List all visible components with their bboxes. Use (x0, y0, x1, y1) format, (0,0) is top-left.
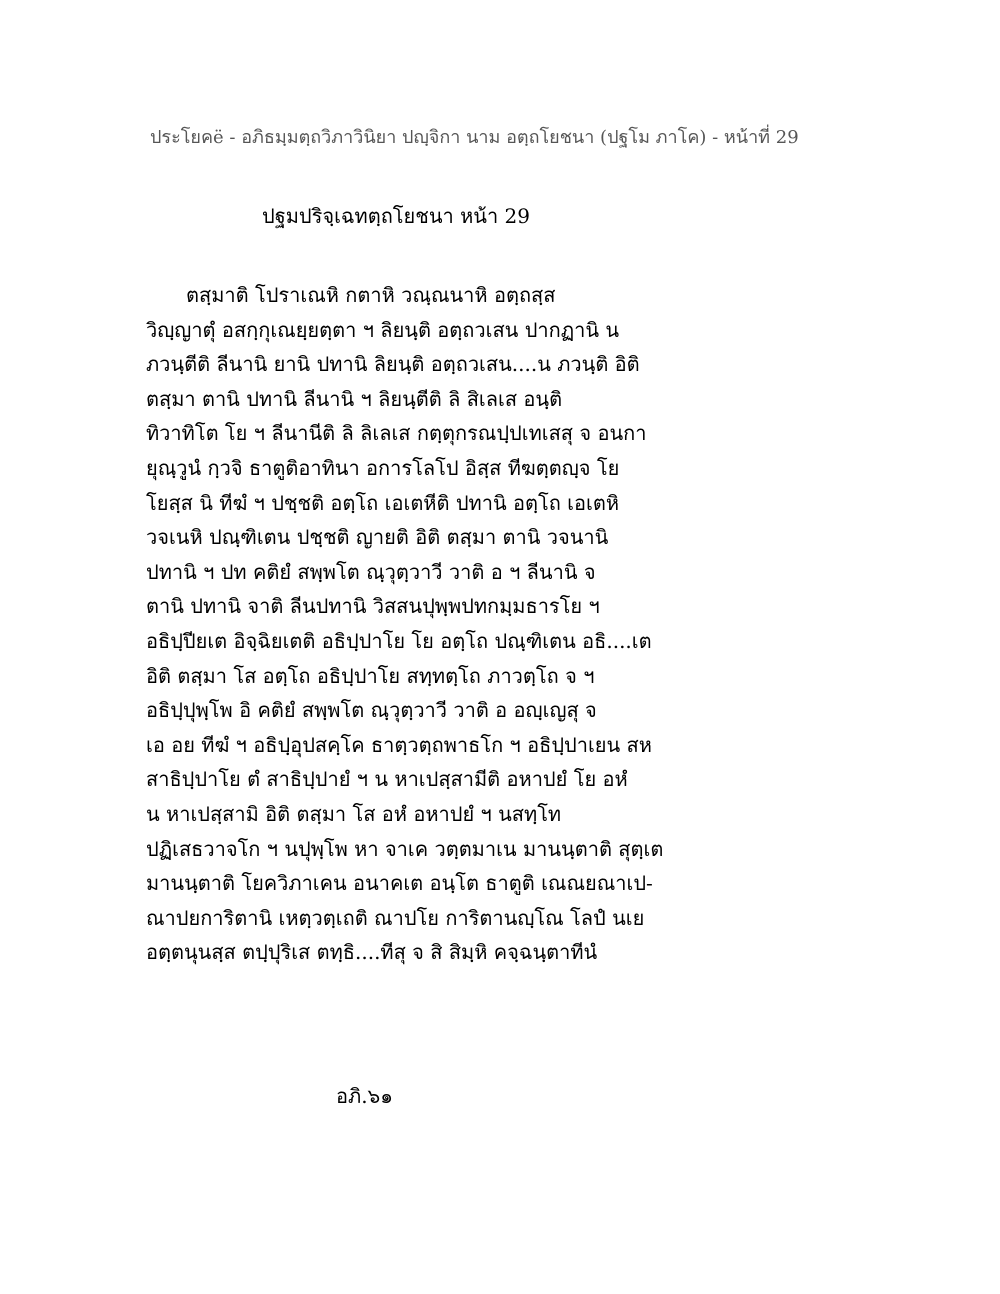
text-line: ปทานิ ฯ ปท คติยํ สพฺพโต ณฺวุตฺวาวี วาติ อ ฯ ลีนานิ จ (146, 559, 596, 584)
text-line: อธิปฺปียเต อิจฺฉิยเตติ อธิปฺปาโย โย อตฺโถ ปณฺฑิเตน อธิ....เต (146, 628, 652, 653)
text-line: อตฺตนุนสฺส ตปฺปุริเส ตทฺธิ....ทีสุ จ สิ สิมฺหิ คจฺฉนฺตาทีนํ (146, 940, 598, 965)
text-line: โยสฺส นิ ทีฆํ ฯ ปชฺชติ อตฺโถ เอเตหีติ ปทานิ อตฺโถ เอเตหิ (146, 490, 620, 515)
text-line: มานนฺตาติ โยควิภาเคน อนาคเต อนฺโต ธาตูติ เณณยณาเป- (146, 871, 653, 896)
text-line: สาธิปฺปาโย ตํ สาธิปฺปายํ ฯ น หาเปสฺสามีติ อหาปยํ โย อหํ (146, 767, 628, 792)
body-text (146, 278, 666, 970)
text-line: ตสฺมาติ โปราเณหิ กตาหิ วณฺณนาหิ อตฺถสฺส (186, 283, 556, 307)
text-line: วจเนหิ ปณฺฑิเตน ปชฺชติ ญายติ อิติ ตสฺมา ตานิ วจนานิ (146, 525, 609, 550)
text-line: เอ อย ทีฆํ ฯ อธิปฺอุปสคฺโค ธาตฺวตฺถพาธโก ฯ อธิปฺปาเยน สห (146, 732, 652, 757)
text-line: ณาปยการิตานิ เหตฺวตฺเถติ ณาปโย การิตานญฺโณ โลปํ นเย (146, 905, 645, 930)
text-line: ภวนฺตีติ ลีนานิ ยานิ ปทานิ ลิยนฺติ อตฺถวเสน....น ภวนฺติ อิติ (146, 352, 640, 377)
text-line: ทิวาทิโต โย ฯ ลีนานีติ ลิ ลิเลเส กตฺตุกรณปฺปเทเสสุ จ อนกา (146, 421, 647, 446)
text-line: ปฏิเสธวาจโก ฯ นปุพฺโพ หา จาเค วตฺตมาเน มานนฺตาติ สุตฺเต (146, 836, 664, 861)
text-line: ยุณฺวูนํ กฺวจิ ธาตูติอาทินา อการโลโป อิสฺส ทีฆตฺตญฺจ โย (146, 455, 620, 480)
text-line: ตานิ ปทานิ จาติ ลีนปทานิ วิสสนปุพฺพปทกมฺมธารโย ฯ (146, 594, 600, 619)
footnote-reference: อภิ.๖๑ (336, 1084, 393, 1108)
running-header: ประโยคë - อภิธมฺมตฺถวิภาวินิยา ปญฺจิกา นาม อตฺถโยชนา (ปฐโม ภาโค) - หน้าที่ 29 (150, 127, 799, 148)
text-line: อธิปฺปุพฺโพ อิ คติยํ สพฺพโต ณฺวุตฺวาวี วาติ อ อญฺเญสุ จ (146, 698, 597, 723)
text-line: ตสฺมา ตานิ ปทานิ ลีนานิ ฯ ลิยนฺตีติ ลิ สิเลเส อนฺติ (146, 386, 563, 411)
text-line: วิญฺญาตุํ อสกฺกุเณยฺยตฺตา ฯ ลิยนฺติ อตฺถวเสน ปากฏานิ น (146, 317, 620, 342)
text-line: น หาเปสฺสามิ อิติ ตสฺมา โส อหํ อหาปยํ ฯ นสทฺโท (146, 801, 562, 826)
section-title: ปฐมปริจฺเฉทตฺถโยชนา หน้า 29 (262, 204, 530, 228)
text-line: อิติ ตสฺมา โส อตฺโถ อธิปฺปาโย สทฺทตฺโถ ภาวตฺโถ จ ฯ (146, 663, 595, 688)
